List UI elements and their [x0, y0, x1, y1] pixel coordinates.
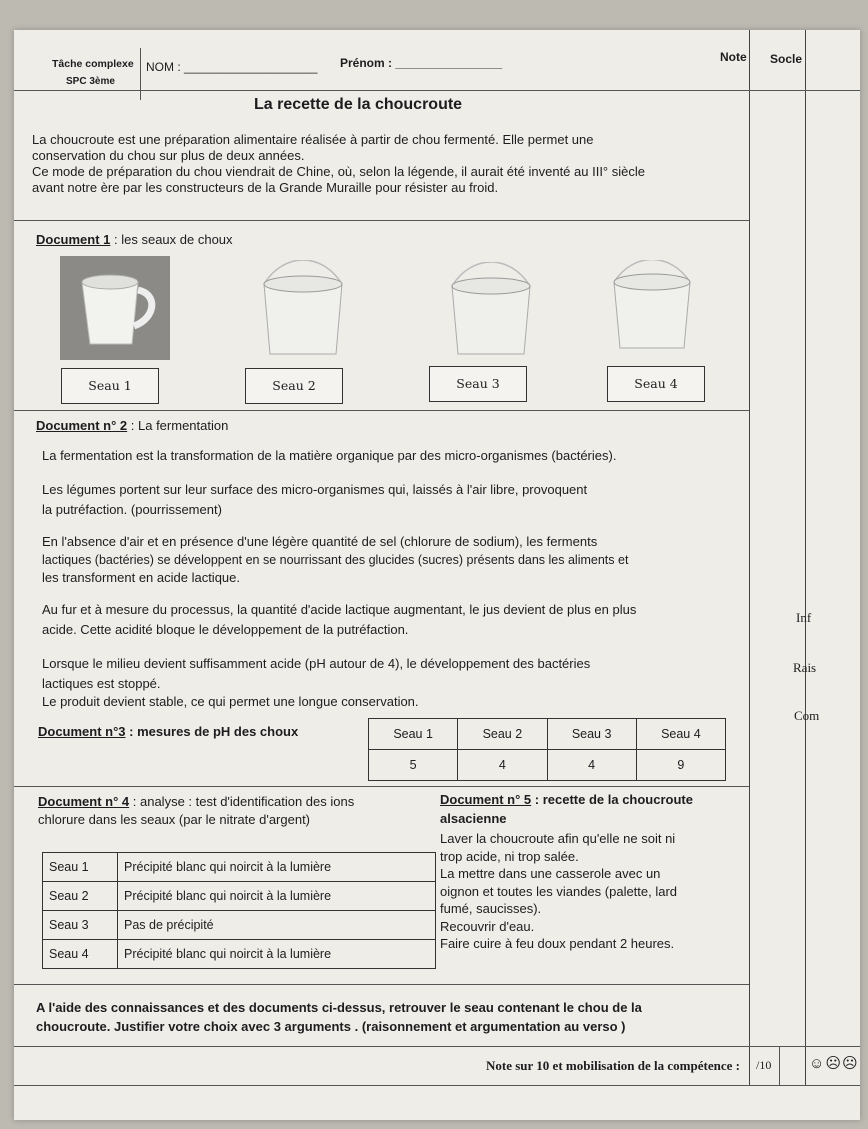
bucket-3-lid	[452, 278, 530, 294]
doc2-line: lactiques est stoppé.	[42, 676, 161, 691]
doc5-subtitle-line2: alsacienne	[440, 811, 507, 826]
bucket-3-body	[452, 286, 530, 354]
ion-test-table	[42, 852, 436, 969]
header-rule	[14, 90, 860, 91]
ph-header: Seau 3	[547, 719, 636, 750]
note-header: Note	[720, 50, 747, 64]
ion-row	[43, 853, 436, 882]
footer-rule	[14, 1085, 860, 1086]
class-label: SPC 3ème	[66, 76, 115, 87]
ph-header: Seau 4	[636, 719, 725, 750]
intro-text	[32, 132, 747, 196]
doc1-rule	[14, 410, 749, 411]
ph-value-row	[369, 750, 726, 781]
doc5-line: Faire cuire à feu doux pendant 2 heures.	[440, 936, 675, 951]
bucket-2-label: Seau 2	[245, 368, 343, 404]
doc4-subtitle: : analyse : test d'identification des ions	[129, 794, 355, 809]
bucket-3-label: Seau 3	[429, 366, 527, 402]
question-rule	[14, 1046, 860, 1047]
doc2-line: lactiques (bactéries) se développent en se nourrissant des glucides (sucres) présents dans les aliments et	[42, 553, 629, 567]
ph-header: Seau 1	[369, 719, 458, 750]
doc5-line: La mettre dans une casserole avec un	[440, 866, 661, 881]
doc4-heading	[38, 794, 354, 810]
ph-value: 5	[369, 750, 458, 781]
ion-bucket: Seau 1	[43, 853, 118, 882]
doc5-title: Document n° 5	[440, 792, 532, 807]
competence-com: Com	[794, 708, 820, 723]
doc5-subtitle: : recette de la choucroute	[531, 792, 693, 807]
bucket-2-body	[264, 284, 342, 354]
bucket-4-photo	[606, 260, 698, 354]
bucket-4-lid	[614, 274, 690, 290]
name-field[interactable]: NOM : ____________________	[146, 60, 318, 74]
ion-bucket: Seau 4	[43, 940, 118, 969]
ph-value: 4	[547, 750, 636, 781]
ion-result: Pas de précipité	[118, 911, 436, 940]
ph-table	[368, 718, 726, 781]
bucket-2-lid	[264, 276, 342, 292]
doc2-subtitle: : La fermentation	[127, 418, 229, 433]
doc2-line: acide. Cette acidité bloque le développement de la putréfaction.	[42, 622, 409, 637]
doc3-subtitle: : mesures de pH des choux	[125, 724, 299, 739]
doc3-title: Document n°3	[38, 724, 126, 739]
doc4-subtitle-line2: chlorure dans les seaux (par le nitrate d'argent)	[38, 812, 311, 827]
bucket-2-photo	[254, 260, 352, 360]
task-label: Tâche complexe	[52, 58, 134, 70]
smiley-icons: ☺☹☹	[809, 1055, 859, 1072]
doc5-text	[440, 830, 746, 953]
doc3-rule	[14, 786, 749, 787]
page-title: La recette de la choucroute	[254, 96, 463, 113]
ph-value: 9	[636, 750, 725, 781]
doc2-line: Lorsque le milieu devient suffisamment acide (pH autour de 4), le développement des bactéries	[42, 656, 591, 671]
bucket-1-photo	[60, 256, 170, 360]
docs-rule	[14, 984, 749, 985]
doc2-line: les transforment en acide lactique.	[42, 570, 240, 585]
doc5-line: Laver la choucroute afin qu'elle ne soit ni	[440, 831, 676, 846]
doc2-line: La fermentation est la transformation de la matière organique par des micro-organismes (bactéries).	[42, 448, 617, 463]
ion-result: Précipité blanc qui noircit à la lumière	[118, 853, 436, 882]
doc5-line: oignon et toutes les viandes (palette, lard	[440, 883, 678, 899]
competence-inf: Inf	[796, 610, 812, 625]
doc5-line: fumé, saucisses).	[440, 901, 542, 916]
doc1-subtitle: : les seaux de choux	[110, 232, 233, 247]
ion-row	[43, 882, 436, 911]
score-field[interactable]: /10	[756, 1058, 772, 1072]
intro-line: La choucroute est une préparation alimentaire réalisée à partir de chou fermenté. Elle permet une	[32, 132, 594, 147]
ion-row	[43, 940, 436, 969]
doc5-line: Recouvrir d'eau.	[440, 918, 535, 934]
ion-bucket: Seau 2	[43, 882, 118, 911]
bucket-3-photo	[442, 262, 540, 362]
doc2-line: Les légumes portent sur leur surface des micro-organismes qui, laissés à l'air libre, provoquent	[42, 482, 588, 497]
question-line: choucroute. Justifier votre choix avec 3 arguments . (raisonnement et argumentation au verso )	[36, 1019, 626, 1034]
footer-note-text: Note sur 10 et mobilisation de la compétence :	[486, 1058, 740, 1073]
worksheet	[14, 30, 860, 1120]
bucket-1-rim	[82, 275, 138, 289]
bucket-1-body	[82, 282, 138, 344]
ph-value: 4	[458, 750, 547, 781]
header-divider	[140, 48, 141, 100]
socle-header: Socle	[770, 52, 803, 66]
doc2-line: Le produit devient stable, ce qui permet une longue conservation.	[42, 694, 419, 709]
intro-line: conservation du chou sur plus de deux années.	[32, 148, 305, 163]
ion-result: Précipité blanc qui noircit à la lumière	[118, 882, 436, 911]
bucket-1-label: Seau 1	[61, 368, 159, 404]
doc2-line: En l'absence d'air et en présence d'une légère quantité de sel (chlorure de sodium), les ferments	[42, 534, 598, 549]
question-line: A l'aide des connaissances et des documents ci-dessus, retrouver le seau contenant le chou de la	[36, 1000, 642, 1015]
ion-result: Précipité blanc qui noircit à la lumière	[118, 940, 436, 969]
footer-divider	[779, 1046, 780, 1085]
ion-bucket: Seau 3	[43, 911, 118, 940]
ph-header: Seau 2	[458, 719, 547, 750]
doc2-title: Document n° 2	[36, 418, 128, 433]
intro-line: avant notre ère par les constructeurs de la Grande Muraille pour résister au froid.	[32, 180, 499, 195]
intro-line: Ce mode de préparation du chou viendrait de Chine, où, selon la légende, il aurait été inventé au III° siècle	[32, 164, 645, 179]
bucket-4-body	[614, 282, 690, 348]
firstname-field[interactable]: Prénom : ________________	[340, 56, 503, 70]
doc4-title: Document n° 4	[38, 794, 130, 809]
doc2-heading	[36, 418, 228, 434]
doc1-title: Document 1	[36, 232, 111, 247]
note-column	[749, 30, 806, 1085]
doc3-heading	[38, 724, 298, 740]
doc2-line: Au fur et à mesure du processus, la quantité d'acide lactique augmentant, le jus devient de plus en plus	[42, 602, 637, 617]
ph-header-row	[369, 719, 726, 750]
doc5-line: trop acide, ni trop salée.	[440, 848, 579, 864]
ion-row	[43, 911, 436, 940]
question	[36, 998, 748, 1036]
intro-rule	[14, 220, 749, 221]
competence-rais: Rais	[793, 660, 817, 675]
doc5-heading	[440, 792, 693, 808]
doc1-heading	[36, 232, 233, 248]
doc2-line: la putréfaction. (pourrissement)	[42, 502, 222, 517]
bucket-4-label: Seau 4	[607, 366, 705, 402]
